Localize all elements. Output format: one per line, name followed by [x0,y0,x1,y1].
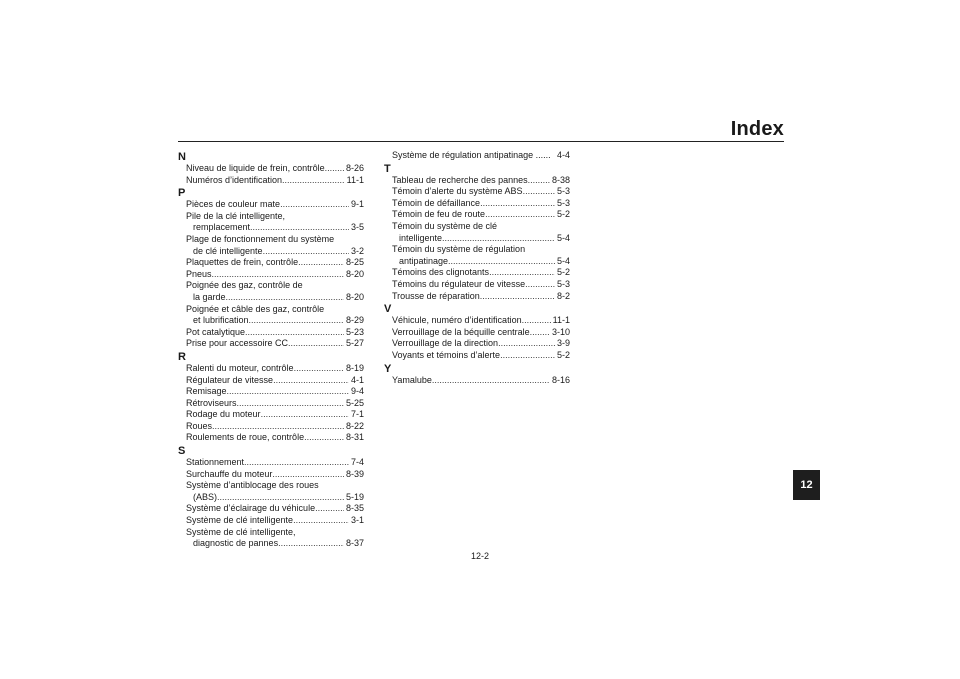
dot-leader [288,338,344,350]
entry-page-ref: 9-1 [350,199,364,210]
entry-page-ref: 8-29 [345,315,364,326]
index-entry-surchauffe-du-moteur[interactable] [186,469,364,481]
dot-leader [500,350,555,362]
index-entry-roues[interactable] [186,421,364,433]
index-entry-temoin-du-systeme-de-regulation[interactable] [392,244,570,267]
dot-leader [528,175,550,187]
section-letter-r: R [178,350,186,363]
entry-page-ref: 8-22 [345,420,364,431]
entry-page-ref: 8-20 [345,291,364,302]
entry-text: et lubrification [193,315,249,326]
index-entry-verrouillage-de-la-direction[interactable] [392,338,570,350]
entry-page-ref: 8-39 [345,468,364,479]
entry-page-ref: 8-19 [345,362,364,373]
entry-page-ref: 5-3 [556,278,570,289]
page-number: 12-2 [470,551,489,561]
dot-leader [249,315,344,327]
index-entry-rodage-du-moteur[interactable] [186,409,364,421]
index-entry-systeme-de-cle-intelligente[interactable] [186,515,364,527]
index-entry-temoin-de-defaillance[interactable] [392,198,570,210]
index-entry-vehicule-numero-d-identification[interactable] [392,315,570,327]
dot-leader [525,279,555,291]
index-entry-temoins-des-clignotants[interactable] [392,267,570,279]
section-letter-y: Y [384,362,392,375]
dot-leader [278,538,344,550]
index-entry-stationnement[interactable] [186,457,364,469]
dot-leader [485,209,555,221]
entry-text: intelligente [399,232,443,243]
entry-text: Système de régulation antipatinage ...... [392,150,551,160]
entry-text: Verrouillage de la direction [392,338,499,349]
index-entry-trousse-de-reparation[interactable] [392,291,570,303]
index-entry-pot-catalytique[interactable] [186,327,364,339]
index-entry-verrouillage-de-la-bequille-centrale[interactable] [392,327,570,339]
entry-page-ref: 8-26 [345,163,364,173]
entry-text: Rodage du moteur [186,409,261,420]
entry-text: Témoin de défaillance [392,197,481,208]
entry-text: Roues [186,420,213,431]
dot-leader [244,457,349,469]
entry-text: Pile de la clé intelligente, [186,210,286,221]
dot-leader [280,199,349,211]
index-entry-poignee-des-gaz-controle-de[interactable] [186,280,364,303]
entry-text: Système d’éclairage du véhicule [186,503,316,514]
index-column-left [178,150,364,550]
index-entry-temoin-de-feu-de-route[interactable] [392,209,570,221]
index-entry-systeme-de-cle-intelligente[interactable] [186,527,364,550]
entry-text: Remisage [186,386,227,397]
index-entry-voyants-et-temoins-d-alerte[interactable] [392,350,570,362]
dot-leader [480,198,555,210]
dot-leader [282,175,345,187]
entry-text: Stationnement [186,457,245,468]
dot-leader [523,186,555,198]
dot-leader [315,503,344,515]
dot-leader [226,292,344,304]
index-entry-temoin-du-systeme-de-cle[interactable] [392,221,570,244]
section-letter-n: N [178,151,186,163]
dot-leader [263,246,349,258]
dot-leader [489,267,555,279]
entry-text: Rétroviseurs [186,397,237,408]
entry-page-ref: 5-3 [556,197,570,208]
dot-leader [522,315,551,327]
entry-page-ref: 8-20 [345,268,364,279]
dot-leader [250,222,349,234]
entry-page-ref: 8-25 [345,257,364,268]
index-entry-retroviseurs[interactable] [186,398,364,410]
entry-text: Témoin du système de régulation [392,244,526,255]
entry-page-ref: 5-25 [345,397,364,408]
entry-text: Système de clé intelligente, [186,526,296,537]
dot-leader [442,233,555,245]
dot-leader [304,432,344,444]
dot-leader [298,257,344,269]
index-entry-poignee-et-cable-des-gaz-controle[interactable] [186,304,364,327]
entry-page-ref: 8-38 [551,174,570,185]
entry-text: de clé intelligente [193,245,263,256]
entry-page-ref: 3-9 [556,338,570,349]
entry-page-ref: 5-4 [556,255,570,266]
entry-page-ref: 3-1 [350,515,364,526]
dot-leader [273,375,349,387]
entry-page-ref: 5-23 [345,326,364,337]
entry-text: Yamalube [392,374,432,385]
index-entry-numeros-d-identification[interactable] [186,175,364,187]
index-entry-plage-de-fonctionnement-du-systeme[interactable] [186,234,364,257]
title-rule [178,141,784,142]
dot-leader [212,269,344,281]
dot-leader [272,469,344,481]
section-letter-t: T [384,162,391,175]
index-entry-yamalube[interactable] [392,375,570,387]
entry-text: diagnostic de pannes [193,538,279,549]
entry-page-ref: 11-1 [346,174,364,185]
dot-leader [480,291,555,303]
entry-page-ref: 9-4 [350,386,364,397]
entry-text: Pot catalytique [186,326,246,337]
entry-page-ref: 8-35 [345,503,364,514]
dot-leader [498,338,555,350]
entry-text: Poignée des gaz, contrôle de [186,280,303,291]
entry-page-ref: 8-37 [345,538,364,549]
index-entry-temoin-d-alerte-du-systeme-abs[interactable] [392,186,570,198]
entry-text: Roulements de roue, contrôle [186,432,305,443]
page-title: Index [730,118,784,140]
entry-text: la garde [193,291,226,302]
index-entry-niveau-de-liquide-de-frein-controle[interactable] [186,163,364,175]
entry-page-ref: 5-27 [345,338,364,349]
index-column-right [384,150,570,386]
index-entry-pneus[interactable] [186,269,364,281]
entry-page-ref: 4-1 [350,374,364,385]
entry-text: Voyants et témoins d’alerte [392,349,501,360]
dot-leader [212,421,344,433]
section-letter-v: V [384,303,392,316]
entry-text: Prise pour accessoire CC [186,338,289,349]
entry-page-ref: 4-4 [556,150,570,160]
entry-text: Témoin de feu de route [392,209,486,220]
index-entry-temoins-du-regulateur-de-vitesse[interactable] [392,279,570,291]
dot-leader [530,327,550,339]
index-entry-pieces-de-couleur-mate[interactable] [186,199,364,211]
entry-text: Témoins des clignotants [392,267,490,278]
entry-text: (ABS) [193,491,218,502]
section-letter-s: S [178,445,186,458]
entry-text: Pneus [186,268,212,279]
entry-page-ref: 3-10 [551,326,570,337]
dot-leader [294,363,344,375]
entry-page-ref: 5-19 [345,491,364,502]
dot-leader [293,515,349,527]
entry-text: Surchauffe du moteur [186,468,273,479]
entry-text: Plage de fonctionnement du système [186,233,335,244]
chapter-tab[interactable]: 12 [793,470,820,500]
index-entry-systeme-de-regulation-antipatinage[interactable] [392,150,570,162]
section-letter-p: P [178,187,186,200]
dot-leader [237,398,344,410]
index-entry-roulements-de-roue-controle[interactable] [186,432,364,444]
index-entry-plaquettes-de-frein-controle[interactable] [186,257,364,269]
entry-text: Verrouillage de la béquille centrale [392,326,530,337]
entry-text: Poignée et câble des gaz, contrôle [186,303,325,314]
entry-text: Niveau de liquide de frein, contrôle [186,163,325,173]
index-entry-prise-pour-accessoire-cc[interactable] [186,338,364,350]
entry-text: Système d’antiblocage des roues [186,480,319,491]
dot-leader [448,256,555,268]
entry-page-ref: 5-4 [556,232,570,243]
index-entry-ralenti-du-moteur-controle[interactable] [186,363,364,375]
index-entry-regulateur-de-vitesse[interactable] [186,375,364,387]
dot-leader [325,163,344,175]
entry-page-ref: 3-5 [350,222,364,233]
entry-page-ref: 5-3 [556,186,570,197]
dot-leader [227,386,349,398]
entry-text: Plaquettes de frein, contrôle [186,257,299,268]
index-entry-tableau-de-recherche-des-pannes[interactable] [392,175,570,187]
entry-text: Pièces de couleur mate [186,199,281,210]
index-entry-systeme-d-eclairage-du-vehicule[interactable] [186,503,364,515]
dot-leader [261,409,349,421]
index-entry-systeme-d-antiblocage-des-roues[interactable] [186,480,364,503]
index-entry-remisage[interactable] [186,386,364,398]
entry-text: Système de clé intelligente [186,515,294,526]
entry-page-ref: 3-2 [350,245,364,256]
entry-page-ref: 8-2 [556,290,570,301]
entry-text: Régulateur de vitesse [186,374,274,385]
entry-page-ref: 8-16 [551,374,570,385]
entry-text: Témoins du régulateur de vitesse [392,278,526,289]
entry-text: Véhicule, numéro d’identification [392,315,522,326]
entry-page-ref: 8-31 [345,432,364,443]
entry-page-ref: 5-2 [556,209,570,220]
index-entry-pile-de-la-cle-intelligente[interactable] [186,211,364,234]
entry-text: Ralenti du moteur, contrôle [186,362,294,373]
entry-text: Témoin du système de clé [392,220,498,231]
entry-page-ref: 5-2 [556,349,570,360]
entry-text: Trousse de réparation [392,290,480,301]
entry-text: antipatinage [399,255,449,266]
entry-page-ref: 5-2 [556,267,570,278]
dot-leader [432,375,550,387]
entry-text: Numéros d’identification [186,174,283,185]
entry-text: Témoin d’alerte du système ABS [392,186,523,197]
dot-leader [245,327,344,339]
entry-page-ref: 11-1 [552,315,570,326]
entry-text: remplacement [193,222,251,233]
entry-page-ref: 7-4 [350,457,364,468]
entry-text: Tableau de recherche des pannes [392,174,528,185]
entry-page-ref: 7-1 [350,409,364,420]
dot-leader [217,492,344,504]
